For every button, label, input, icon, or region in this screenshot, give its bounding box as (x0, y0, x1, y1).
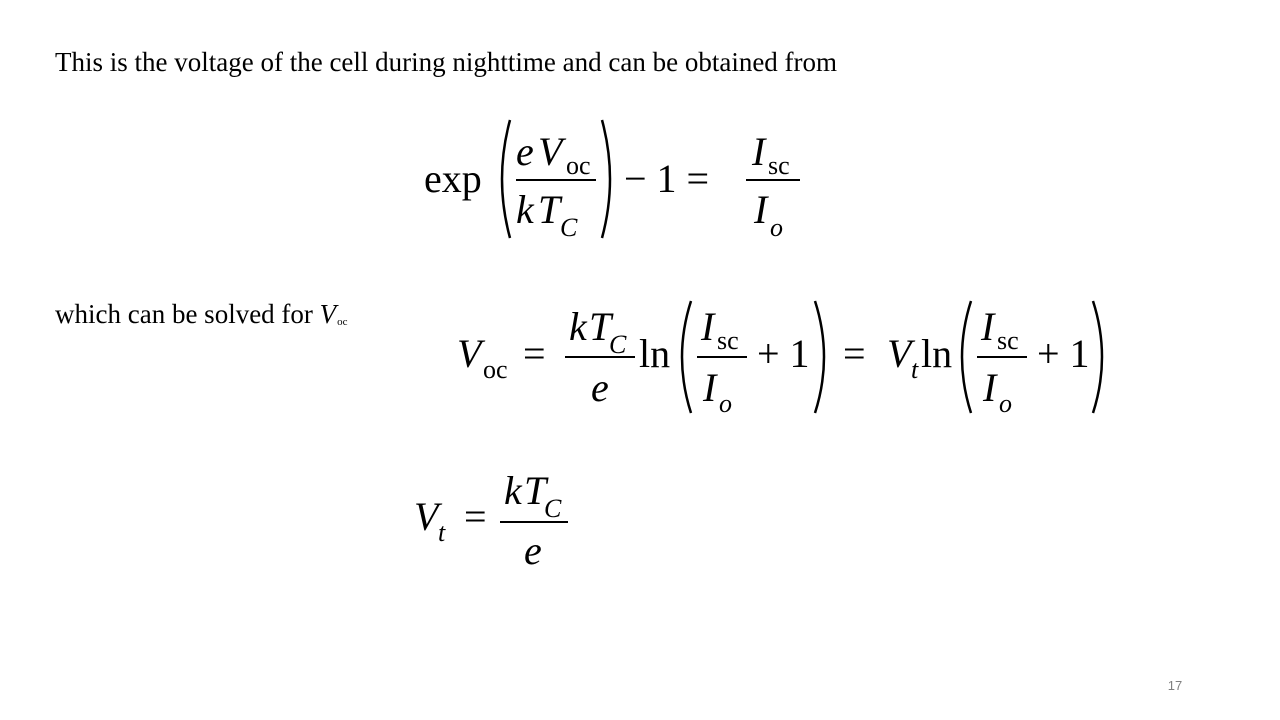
den-e: e (524, 528, 542, 573)
num-t-sub: C (544, 494, 562, 523)
right-paren (602, 120, 610, 238)
right-paren (815, 301, 824, 413)
equals-sign: = (464, 494, 487, 539)
lhs-v: V (457, 331, 482, 376)
plus-one: + 1 (757, 331, 810, 376)
equation-voc (455, 295, 1110, 420)
solve-text (55, 299, 348, 330)
frac-num-t-sub: C (609, 330, 627, 359)
minus-one-equals: − 1 = (624, 156, 710, 201)
equals-sign: = (843, 331, 866, 376)
frac-den-t: T (538, 187, 561, 232)
intro-text: This is the voltage of the cell during nighttime and can be obtained from (55, 47, 838, 77)
frac-den-k: k (516, 187, 534, 232)
right-paren (1093, 301, 1102, 413)
frac-num-v: V (538, 129, 563, 174)
frac-num-t: T (589, 304, 612, 349)
solve-var-sub: oc (337, 316, 348, 328)
ln-func: ln (639, 331, 671, 376)
page-number: 17 (1167, 678, 1183, 693)
ln-func: ln (921, 331, 953, 376)
rhs-num-i: I (752, 129, 766, 174)
equals-sign: = (523, 331, 546, 376)
frac-den-t-sub: C (560, 213, 578, 242)
num-k: k (504, 468, 522, 513)
lhs-v-sub: oc (483, 355, 508, 384)
vt-v: V (887, 331, 912, 376)
plus-one: + 1 (1037, 331, 1090, 376)
inner-num-sub: sc (717, 326, 739, 355)
inner2-den-sub: o (999, 389, 1012, 418)
inner-num-i: I (701, 304, 715, 349)
frac-num-v-sub: oc (566, 151, 591, 180)
lhs-v-sub: t (438, 518, 446, 547)
frac-num-e: e (516, 129, 534, 174)
rhs-den-sub: o (770, 213, 783, 242)
equation-exp (424, 112, 804, 247)
vt-sub: t (911, 355, 919, 384)
inner2-num-i: I (981, 304, 995, 349)
left-paren (962, 301, 971, 413)
left-paren (502, 120, 510, 238)
inner2-den-i: I (983, 365, 997, 410)
rhs-num-sub: sc (768, 151, 790, 180)
num-t: T (524, 468, 547, 513)
lhs-v: V (414, 494, 439, 539)
frac-den-e: e (591, 365, 609, 410)
rhs-den-i: I (754, 187, 768, 232)
exp-func: exp (424, 156, 482, 201)
inner-den-sub: o (719, 389, 732, 418)
solve-var: V (319, 299, 337, 329)
solve-text-main: which can be solved for (55, 299, 320, 329)
equation-vt (410, 468, 575, 573)
frac-num-k: k (569, 304, 587, 349)
left-paren (682, 301, 691, 413)
inner-den-i: I (703, 365, 717, 410)
inner2-num-sub: sc (997, 326, 1019, 355)
